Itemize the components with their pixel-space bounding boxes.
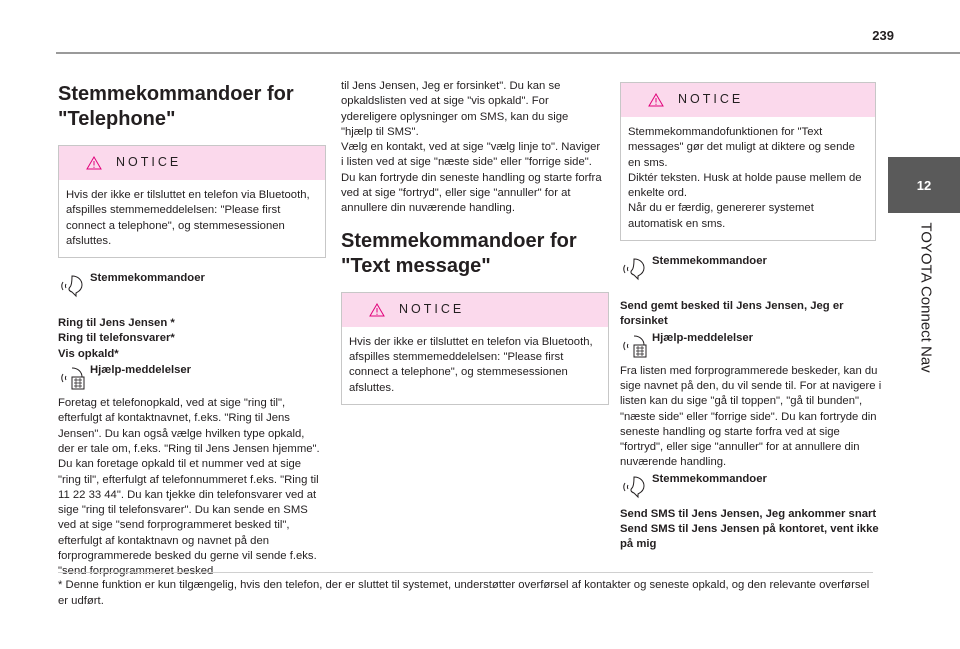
notice-title: NOTICE (678, 92, 744, 107)
voice-command-row (58, 270, 320, 298)
help-text: Fra listen med forprogrammerede beskeder, kan du sige navnet på den, du vil sende til. For at navigere i listen kan du sige "gå til toppen", "gå til bunden", "næste side" eller "forrige side". Du kan fortryde din seneste handling og starte forfra ved at sige "fortryd", eller sige "annuller" for at annullere din nuværende handling. (620, 364, 882, 469)
notice-text: Stemmekommandofunktionen for "Text messages" gør det muligt at diktere og sende en sms. Diktér teksten. Husk at holde pause mellem de enkelte ord. Når du er færdig, genererer systemet automatisk en sms. (628, 126, 862, 230)
voice-help-icon (58, 362, 86, 390)
footnote: * Denne funktion er kun tilgængelig, hvis den telefon, der er sluttet til systemet, understøtter overførsel af kontakter og seneste opkald, og den relevante overførsel er udført. (58, 579, 870, 607)
voice-command-row (620, 471, 882, 499)
voice-command-icon (620, 253, 648, 281)
column-3 (620, 82, 882, 553)
notice-header (342, 293, 608, 327)
notice-text: Hvis der ikke er tilsluttet en telefon via Bluetooth, afspilles stemmemeddelelsen: "Please first connect a telephone", og stemmesessionen afsluttes. (349, 335, 593, 394)
help-row (58, 362, 320, 390)
notice-box (58, 145, 326, 258)
voice-command-label: Stemmekommandoer (90, 272, 205, 285)
footnote-rule (58, 572, 873, 573)
column-1 (58, 82, 320, 580)
telephone-heading: Stemmekommandoer for "Telephone" (58, 83, 294, 130)
notice-header (59, 146, 325, 180)
voice-command-row (620, 253, 882, 281)
help-row (620, 330, 882, 358)
notice-box (341, 292, 609, 405)
warning-triangle-icon (86, 156, 102, 170)
help-label: Hjælp-meddelelser (652, 331, 754, 344)
notice-header (621, 83, 875, 117)
continuation-text: til Jens Jensen, Jeg er forsinket". Du kan se opkaldslisten ved at sige "vis opkald". For ydereligere oplysninger om SMS, kan du sige "hjælp til SMS". Vælg en kontakt, ved at sige "vælg linje to". Naviger i listen ved at sige "næste side" eller "forrige side". Du kan fortryde din seneste handling og starte forfra ved at sige "fortryd", eller sige "annuller" for at annullere din nuværende handling. (341, 80, 602, 215)
notice-title: NOTICE (399, 302, 465, 317)
command-list: Ring til Jens Jensen * Ring til telefonsvarer* Vis opkald* (58, 317, 175, 360)
chapter-label: TOYOTA Connect Nav (917, 222, 935, 373)
command-list: Send gemt besked til Jens Jensen, Jeg er forsinket (620, 300, 844, 328)
help-text: Foretag et telefonopkald, ved at sige "ring til", efterfulgt af kontaktnavnet, f.eks. "Ring til Jens Jensen". Du kan også vælge hvilken type opkald, der er tale om, f.eks. "Ring til Jens Jensen hjemme". Du kan foretage opkald til et nummer ved at sige "ring til", efterfulgt af telefonnummeret f.eks. "Ring til 11 22 33 44". Du kan tjekke din telefonsvarer ved at sige "ring til telefonsvarer". Du kan sende en SMS ved at sige "send forprogrammeret besked til", efterfulgt af kontaktnavn og navnet på den forprogrammerede besked du gerne vil sende f.eks. (58, 397, 320, 563)
voice-command-label: Stemmekommandoer (652, 472, 767, 485)
voice-command-icon (620, 471, 648, 499)
notice-box (620, 82, 876, 241)
chapter-tab[interactable]: 12 (888, 157, 960, 213)
warning-triangle-icon (648, 93, 664, 107)
command-list: Send SMS til Jens Jensen, Jeg ankommer snart Send SMS til Jens Jensen på kontoret, vent ikke på mig (620, 507, 879, 551)
text-message-heading: Stemmekommandoer for "Text message" (341, 229, 577, 277)
help-label: Hjælp-meddelelser (90, 364, 192, 377)
page-number: 239 (872, 28, 894, 43)
notice-title: NOTICE (116, 155, 182, 170)
notice-text: Hvis der ikke er tilsluttet en telefon via Bluetooth, afspilles stemmemeddelelsen: "Please first connect a telephone", og stemmesessionen afsluttes. (66, 189, 310, 247)
column-2 (341, 79, 603, 417)
voice-help-icon (620, 330, 648, 358)
warning-triangle-icon (369, 303, 385, 317)
voice-command-icon (58, 270, 86, 298)
voice-command-label: Stemmekommandoer (652, 255, 767, 268)
header-rule (56, 52, 960, 54)
